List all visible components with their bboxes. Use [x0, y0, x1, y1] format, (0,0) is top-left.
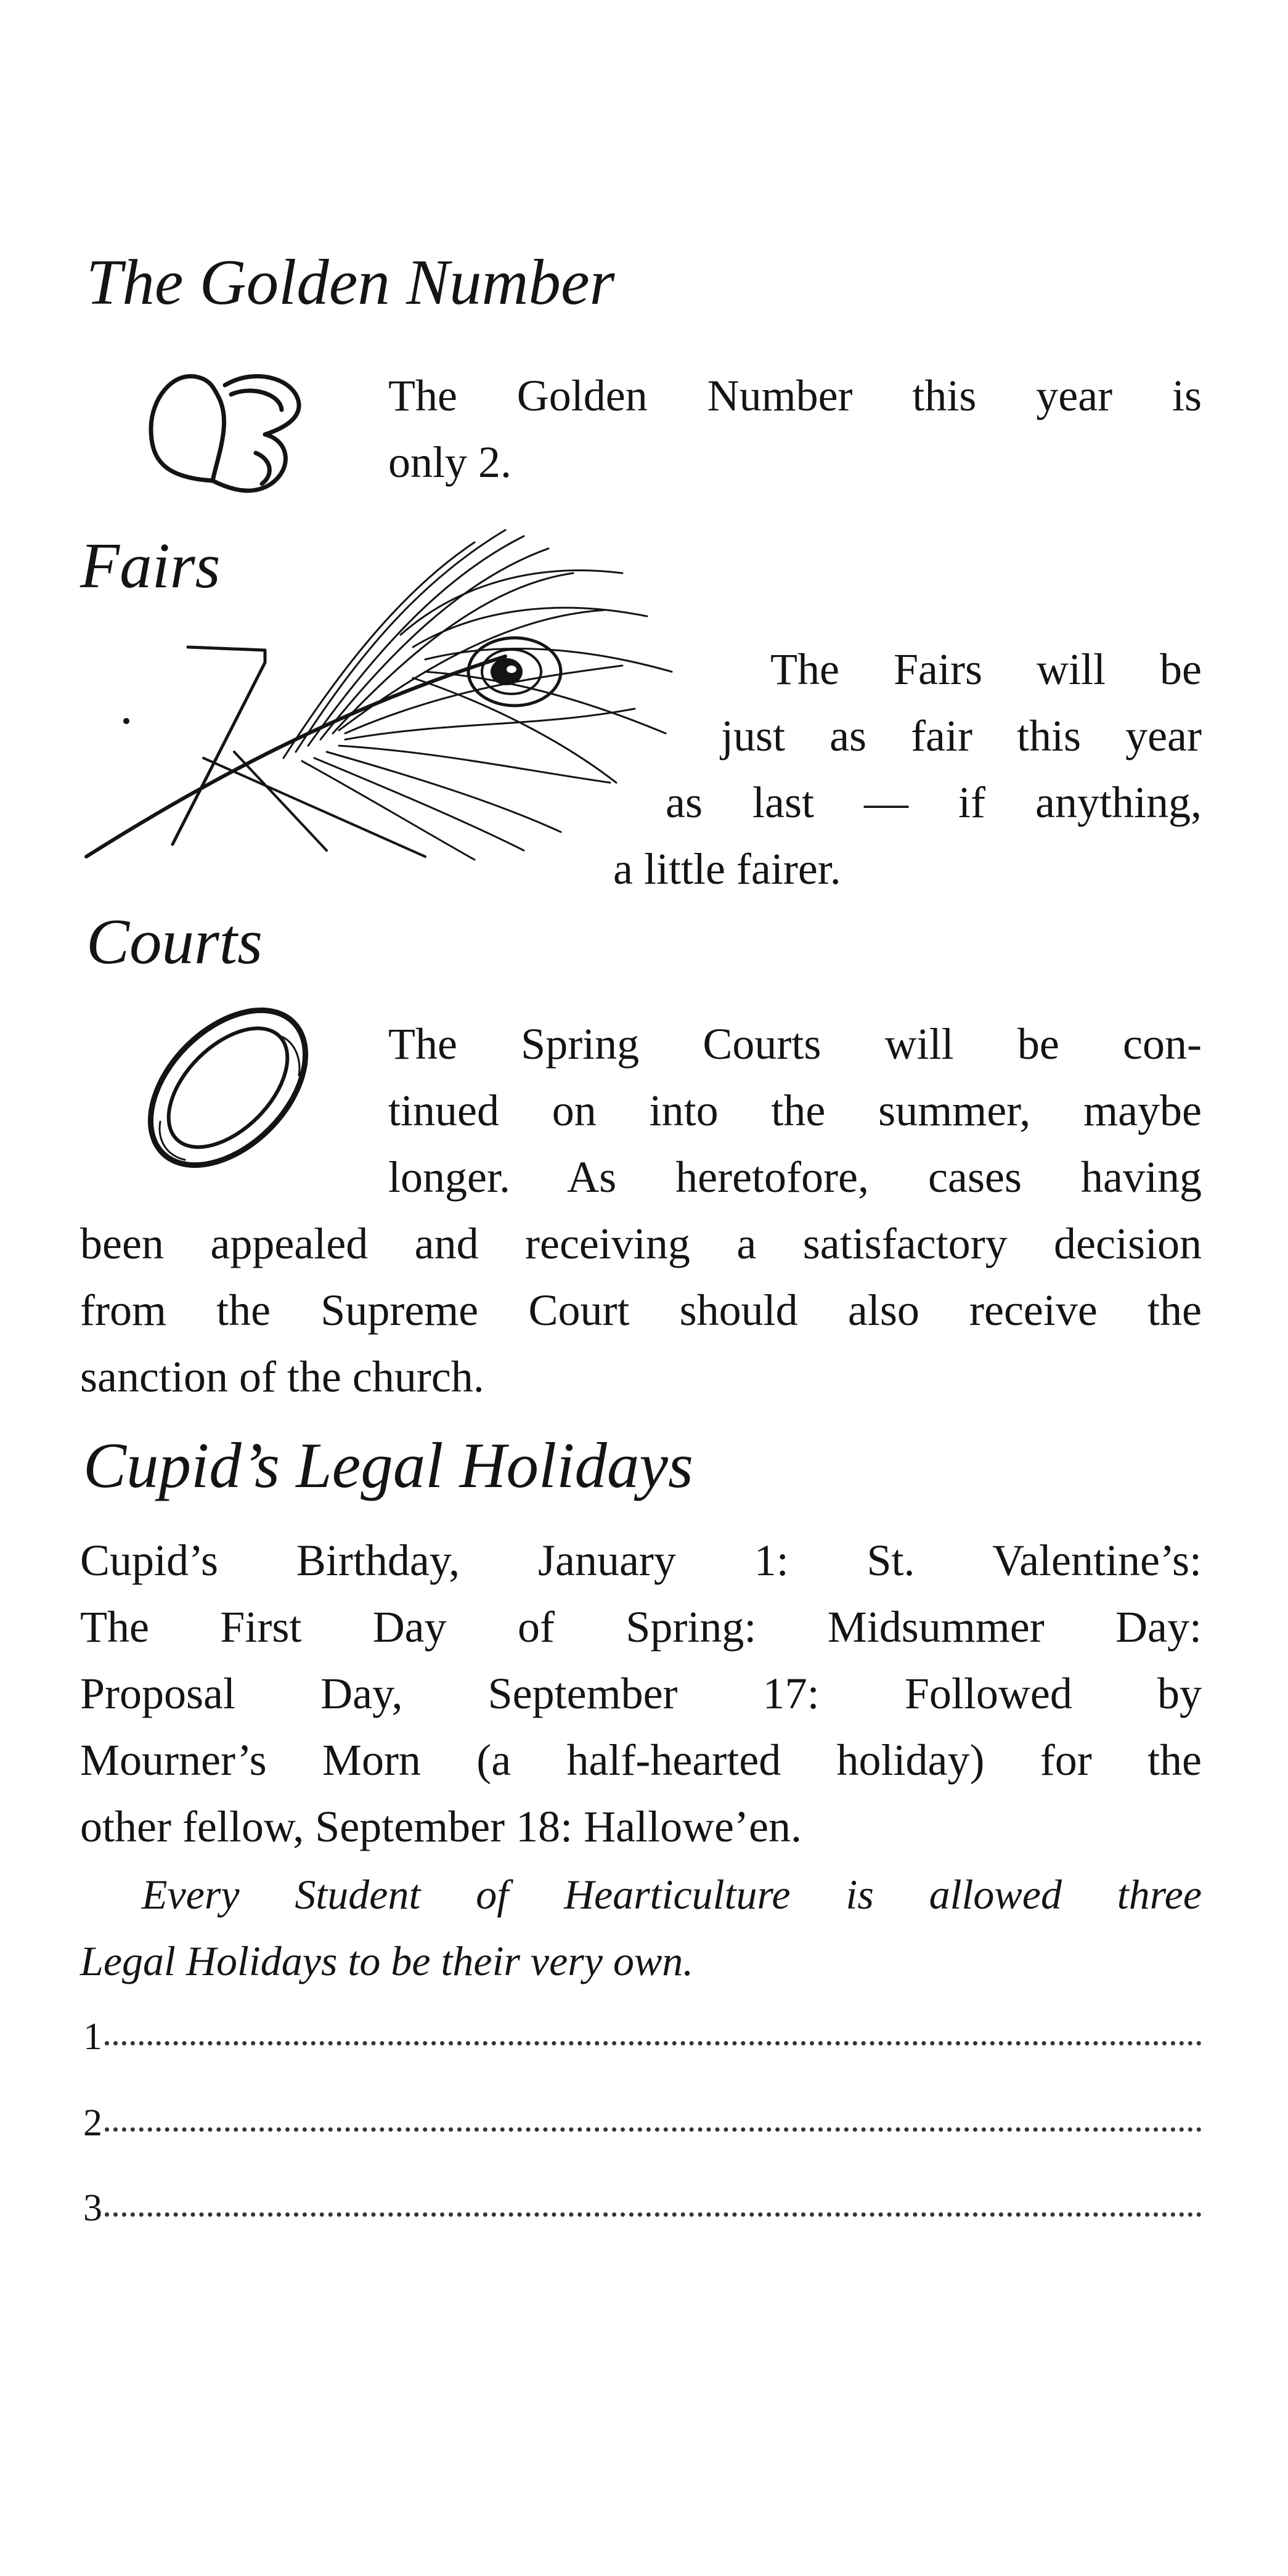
holidays-line: The First Day of Spring: Midsummer Day:: [80, 1602, 1202, 1652]
dotted-fill-line: [105, 2041, 1202, 2045]
courts-line: been appealed and receiving a satisfactory decision: [80, 1219, 1202, 1268]
courts-text-indented: [388, 1011, 1202, 1210]
ring-icon: [123, 998, 333, 1177]
courts-line: longer. As heretofore, cases having: [388, 1152, 1202, 1202]
holidays-line: Proposal Day, September 17: Followed by: [80, 1669, 1202, 1718]
golden-number-heading: The Golden Number: [86, 246, 615, 318]
holidays-line: Mourner’s Morn (a half-hearted holiday) for the: [80, 1735, 1202, 1785]
fairs-line: just as fair this year: [721, 711, 1202, 760]
golden-number-text: [388, 362, 1202, 495]
holiday-blank-2[interactable]: [83, 2101, 1202, 2145]
courts-line: tinued on into the summer, maybe: [388, 1086, 1202, 1135]
fairs-line: The Fairs will be: [770, 645, 1202, 694]
holidays-line: Cupid’s Birthday, January 1: St. Valentine’s:: [80, 1536, 1202, 1585]
dotted-fill-line: [105, 2127, 1202, 2132]
golden-number-line: only 2.: [388, 438, 512, 487]
holiday-blank-3[interactable]: [83, 2187, 1202, 2230]
courts-line: The Spring Courts will be con-: [388, 1019, 1202, 1069]
holidays-text: [80, 1527, 1202, 1860]
fairs-line: a little fairer.: [613, 844, 841, 894]
fairs-heading: Fairs: [80, 529, 221, 601]
golden-number-line: The Golden Number this year is: [388, 371, 1202, 420]
fairs-line: as last — if anything,: [666, 778, 1202, 827]
holidays-note-line: Legal Holidays to be their very own.: [80, 1938, 694, 1984]
holidays-heading: Cupid’s Legal Holidays: [83, 1429, 693, 1501]
holiday-blank-number: 3: [83, 2187, 102, 2229]
holidays-note: [80, 1861, 1202, 1994]
courts-text-full: [80, 1210, 1202, 1410]
holidays-note-line: Every Student of Hearticulture is allowed three: [142, 1871, 1202, 1918]
courts-line: from the Supreme Court should also receive the: [80, 1286, 1202, 1335]
holiday-blank-number: 2: [83, 2102, 102, 2144]
peacock-feather-icon: [80, 524, 709, 869]
heart-pair-icon: [139, 361, 317, 502]
courts-heading: Courts: [86, 905, 263, 977]
holiday-blank-1[interactable]: [83, 2015, 1202, 2059]
holidays-line: other fellow, September 18: Hallowe’en.: [80, 1802, 802, 1851]
holiday-blank-number: 1: [83, 2016, 102, 2058]
courts-line: sanction of the church.: [80, 1352, 484, 1401]
dotted-fill-line: [105, 2212, 1202, 2217]
